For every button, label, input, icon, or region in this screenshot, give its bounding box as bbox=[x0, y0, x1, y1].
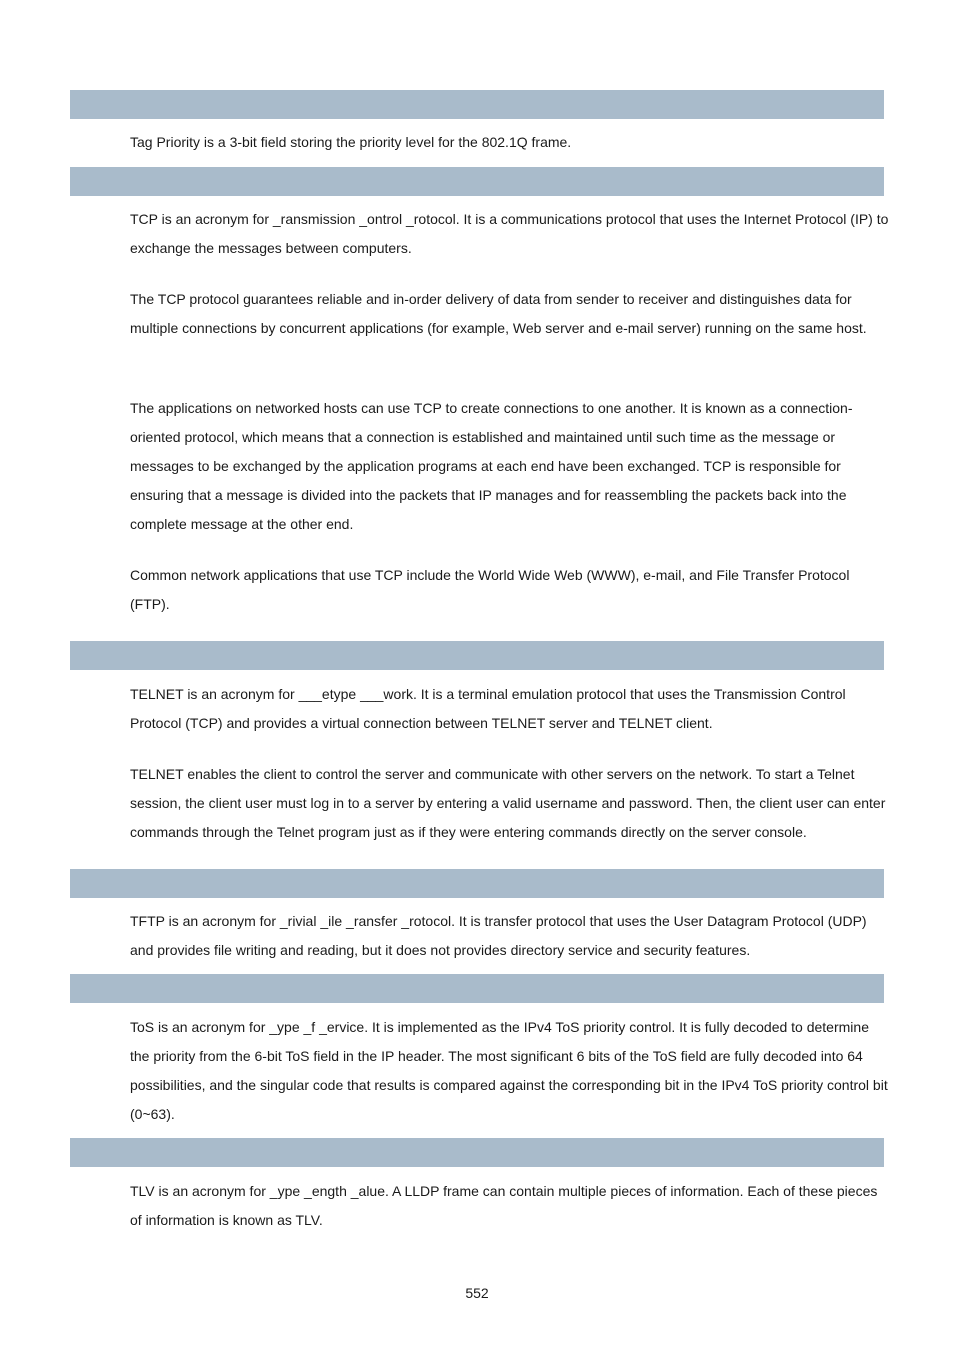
paragraph-tcp-applications: The applications on networked hosts can use TCP to create connections to one another. It is known as a connection-oriented protocol, which means that a connection is established and maintained until such time as the message or messages to be exchanged by the application programs at each end have been exchanged. TCP is responsible for ensuring that a message is divided into the packets that IP manages and for reassembling the packets back into the complete message at the other end. bbox=[130, 400, 853, 532]
paragraph-tcp-delivery: The TCP protocol guarantees reliable and in-order delivery of data from sender to receiver and distinguishes data for multiple connections by concurrent applications (for example, Web server and e-mail server) running on the same host. bbox=[130, 291, 867, 336]
paragraph-telnet-usage: TELNET enables the client to control the server and communicate with other servers on the network. To start a Telnet session, the client user must log in to a server by entering a valid username and password. Then, the client user can enter commands through the Telnet program just as if they were entering commands directly on the server console. bbox=[130, 766, 886, 840]
paragraph-tcp-common-apps: Common network applications that use TCP include the World Wide Web (WWW), e-mail, and File Transfer Protocol (FTP). bbox=[130, 567, 850, 612]
section-header-bar-telnet bbox=[70, 641, 884, 670]
paragraph-tlv-definition: TLV is an acronym for _ype _ength _alue. A LLDP frame can contain multiple pieces of information. Each of these pieces of information is known as TLV. bbox=[130, 1183, 878, 1228]
section-header-bar-tlv bbox=[70, 1138, 884, 1167]
paragraph-tftp-definition: TFTP is an acronym for _rivial _ile _ransfer _rotocol. It is transfer protocol that uses the User Datagram Protocol (UDP) and provides file writing and reading, but it does not provides directory service and security features. bbox=[130, 913, 867, 958]
section-header-bar-tftp bbox=[70, 869, 884, 898]
paragraph-tos-definition: ToS is an acronym for _ype _f _ervice. It is implemented as the IPv4 ToS priority control. It is fully decoded to determine the priority from the 6-bit ToS field in the IP header. The most significant 6 bits of the ToS field are fully decoded into 64 possibilities, and the singular code that results is compared against the corresponding bit in the IPv4 ToS priority control bit (0~63). bbox=[130, 1019, 888, 1122]
section-header-bar-tos bbox=[70, 974, 884, 1003]
paragraph-tag-priority: Tag Priority is a 3-bit field storing the priority level for the 802.1Q frame. bbox=[130, 134, 572, 150]
page-number: 552 bbox=[465, 1285, 489, 1301]
paragraph-tcp-definition: TCP is an acronym for _ransmission _ontrol _rotocol. It is a communications protocol that uses the Internet Protocol (IP) to exchange the messages between computers. bbox=[130, 211, 889, 256]
paragraph-telnet-definition: TELNET is an acronym for ___etype ___work. It is a terminal emulation protocol that uses the Transmission Control Protocol (TCP) and provides a virtual connection between TELNET server and TELNET client. bbox=[130, 686, 846, 731]
section-header-bar-tag-priority bbox=[70, 90, 884, 119]
section-header-bar-tcp bbox=[70, 167, 884, 196]
